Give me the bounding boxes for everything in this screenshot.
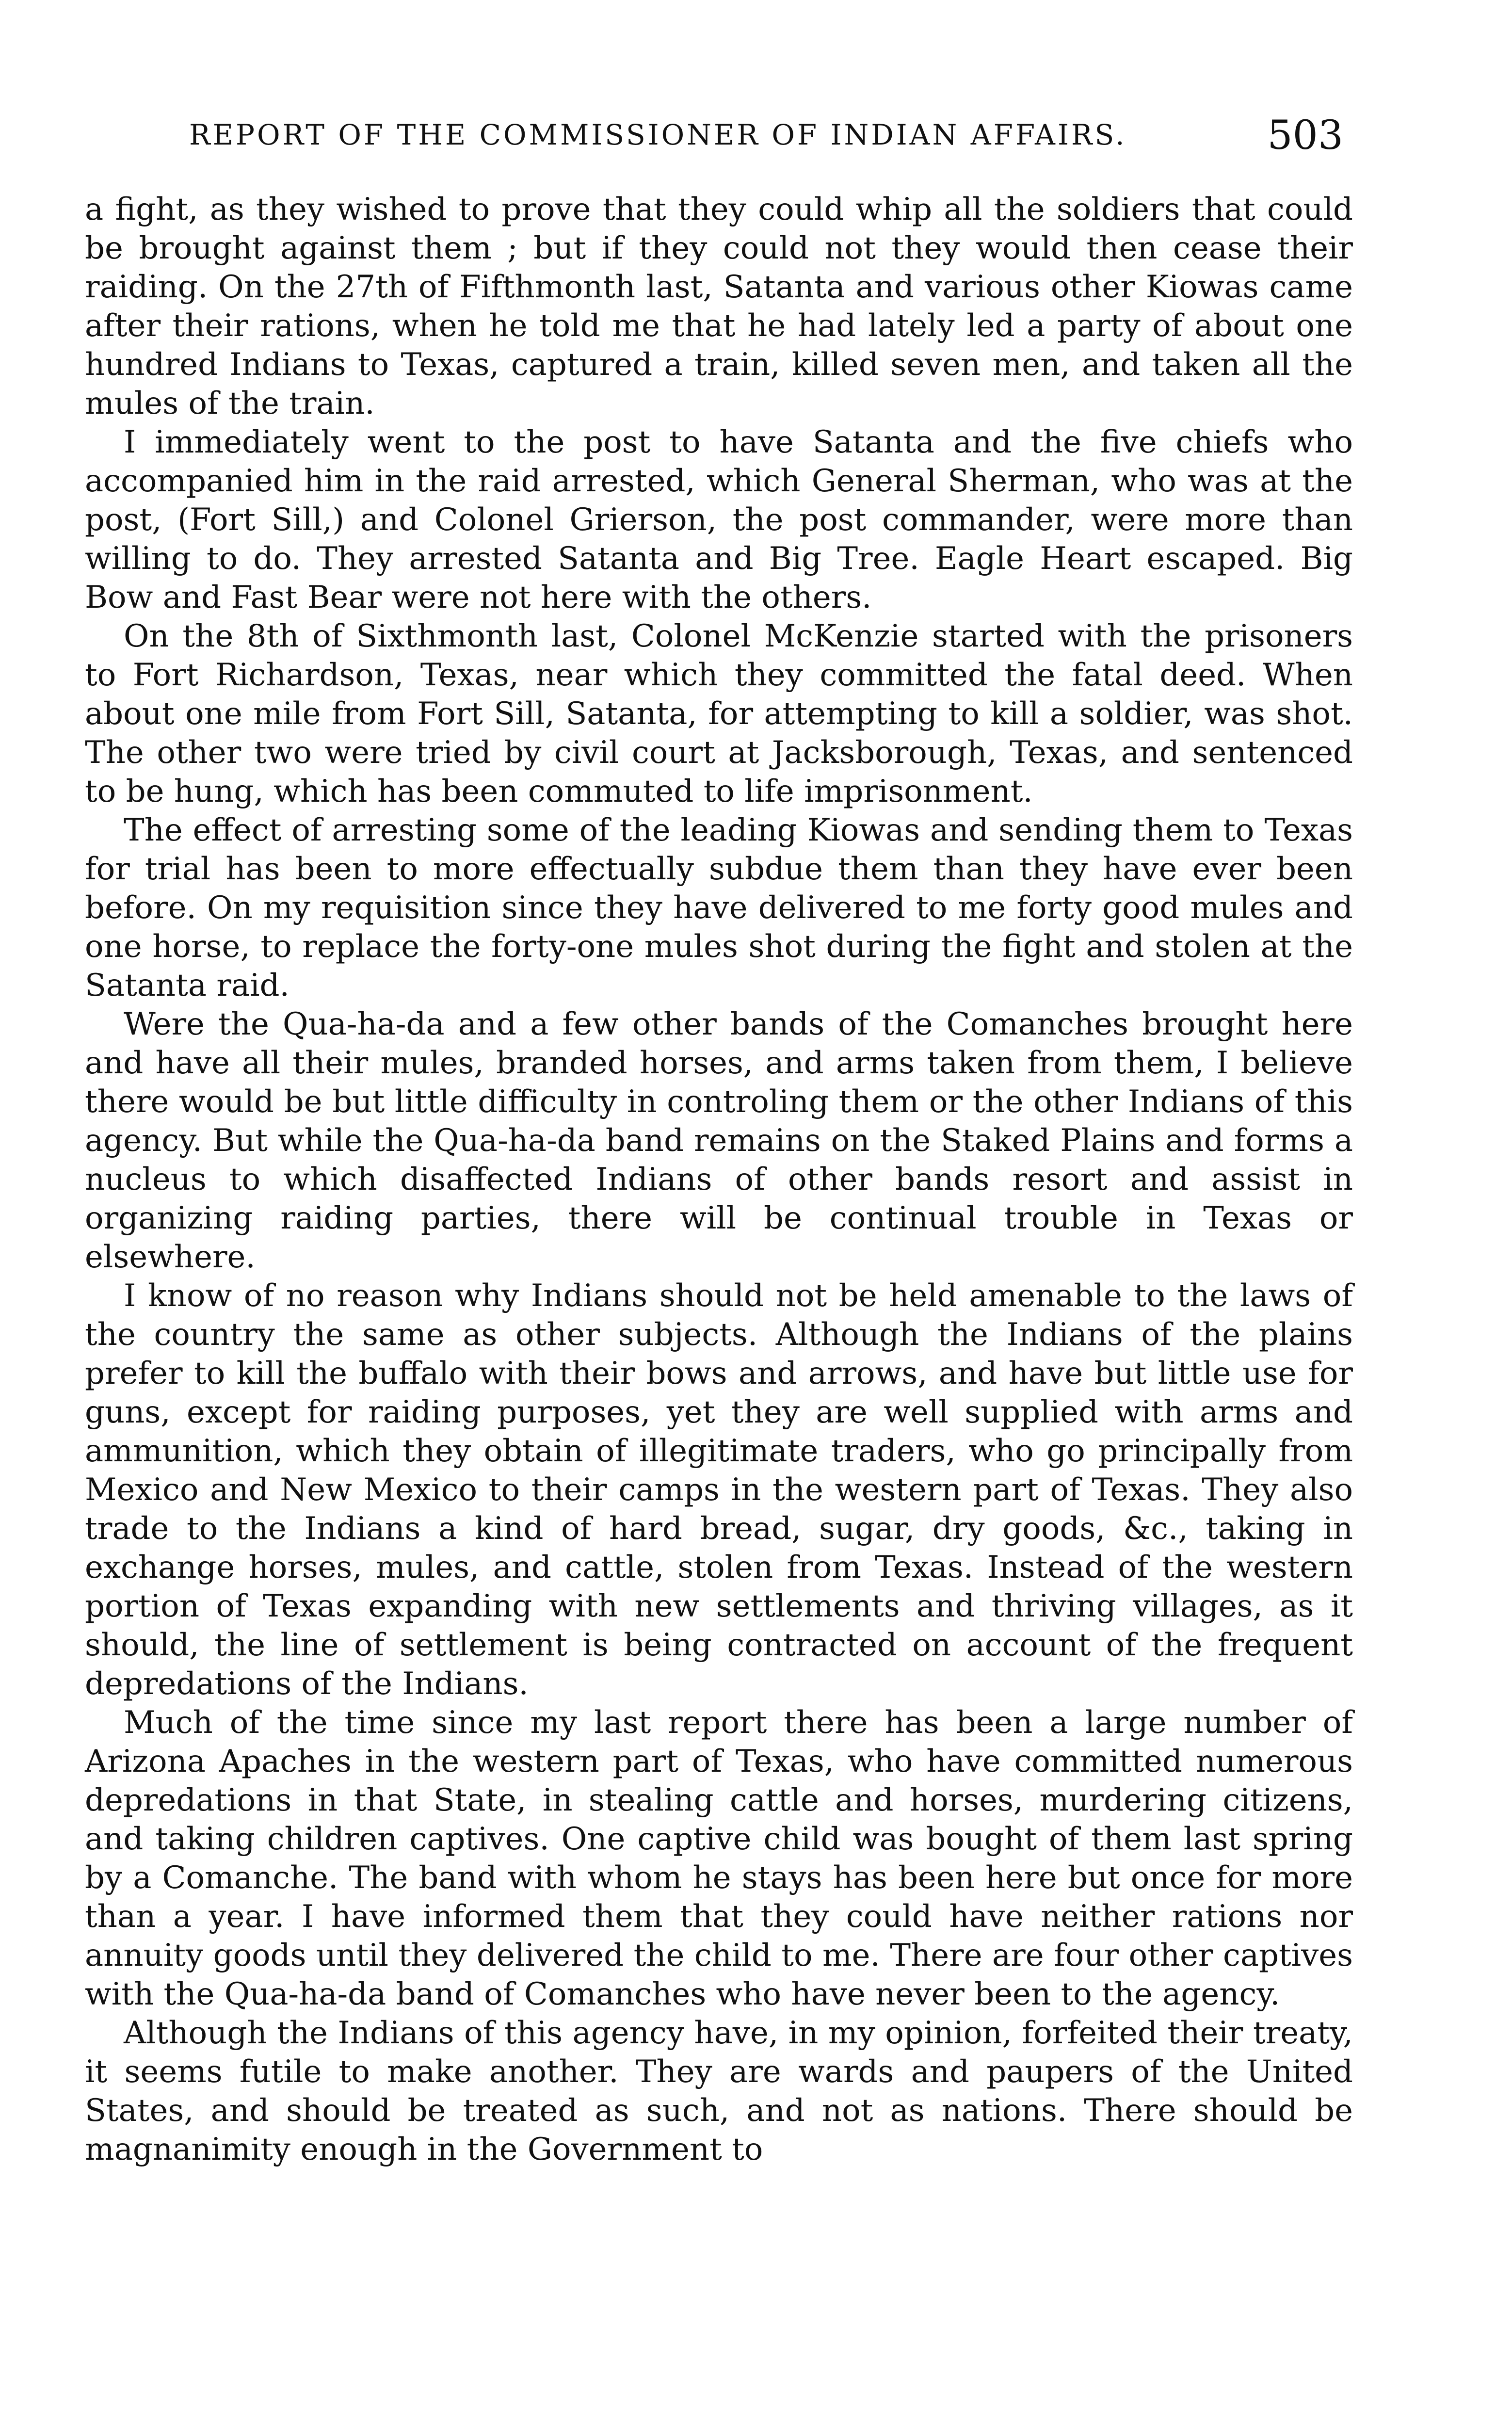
paragraph-8: Although the Indians of this agency have, in my opinion, forfeited their treaty, it seems futile to make another. They are wards and paupers of the United States, and should be treated as such, and not as nations. There should be magnanimity enough in the Government to [85, 2015, 1353, 2167]
running-head-title: REPORT OF THE COMMISSIONER OF INDIAN AFFAIRS. [189, 118, 1127, 151]
paragraph-4: The effect of arresting some of the leading Kiowas and sending them to Texas for trial has been to more effectually subdue them than they have ever been before. On my requisition since they have delivered to me forty good mules and one horse, to replace the forty-one mules shot during the fight and stolen at the Satanta raid. [85, 812, 1353, 1003]
paragraph-5: Were the Qua-ha-da and a few other bands of the Comanches brought here and have all their mules, branded horses, and arms taken from them, I believe there would be but little difficulty in controling them or the other Indians of this agency. But while the Qua-ha-da band remains on the Staked Plains and forms a nucleus to which disaffected Indians of other bands resort and assist in organizing raiding parties, there will be continual trouble in Texas or elsewhere. [85, 1006, 1353, 1275]
paragraph-2: I immediately went to the post to have Satanta and the five chiefs who accompanied him in the raid arrested, which General Sherman, who was at the post, (Fort Sill,) and Colonel Grierson, the post commander, were more than willing to do. They arrested Satanta and Big Tree. Eagle Heart escaped. Big Bow and Fast Bear were not here with the others. [85, 424, 1353, 615]
paragraph-1: a fight, as they wished to prove that they could whip all the soldiers that could be brought against them ; but if they could not they would then cease their raiding. On the 27th of Fifthmonth last, Satanta and various other Kiowas came after their rations, when he told me that he had lately led a party of about one hundred Indians to Texas, captured a train, killed seven men, and taken all the mules of the train. [85, 192, 1353, 421]
body-text [85, 190, 1353, 2169]
paragraph-3: On the 8th of Sixthmonth last, Colonel McKenzie started with the prisoners to Fort Richardson, Texas, near which they committed the fatal deed. When about one mile from Fort Sill, Satanta, for attempting to kill a soldier, was shot. The other two were tried by civil court at Jacksborough, Texas, and sentenced to be hung, which has been commuted to life imprisonment. [85, 618, 1353, 809]
running-head [189, 113, 1343, 166]
page-number: 503 [1267, 113, 1343, 159]
paragraph-7: Much of the time since my last report there has been a large number of Arizona Apaches in the western part of Texas, who have committed numerous depredations in that State, in stealing cattle and horses, murdering citizens, and taking children captives. One captive child was bought of them last spring by a Comanche. The band with whom he stays has been here but once for more than a year. I have informed them that they could have neither rations nor annuity goods until they delivered the child to me. There are four other captives with the Qua-ha-da band of Comanches who have never been to the agency. [85, 1705, 1353, 2012]
paragraph-6: I know of no reason why Indians should not be held amenable to the laws of the country the same as other subjects. Although the Indians of the plains prefer to kill the buffalo with their bows and arrows, and have but little use for guns, except for raiding purposes, yet they are well supplied with arms and ammunition, which they obtain of illegitimate traders, who go principally from Mexico and New Mexico to their camps in the western part of Texas. They also trade to the Indians a kind of hard bread, sugar, dry goods, &c., taking in exchange horses, mules, and cattle, stolen from Texas. Instead of the western portion of Texas expanding with new settlements and thriving villages, as it should, the line of settlement is being contracted on account of the frequent depredations of the Indians. [85, 1278, 1353, 1702]
